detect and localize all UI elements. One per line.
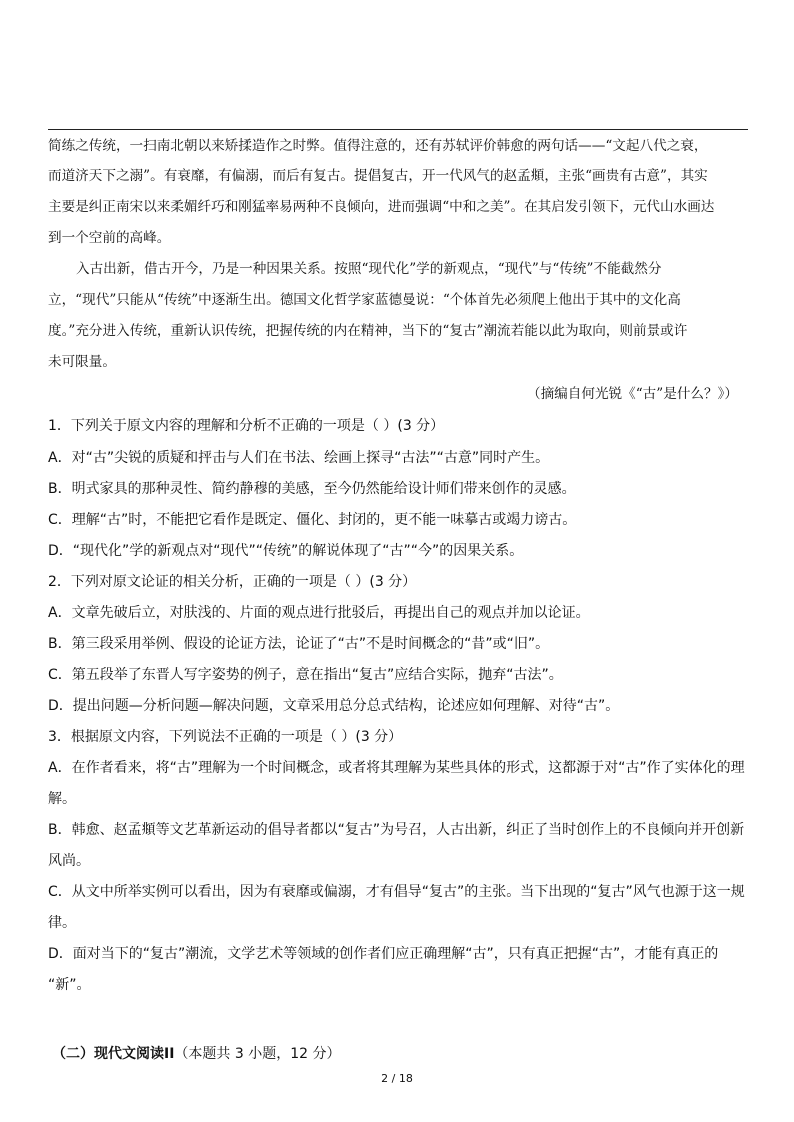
passage-line: 未可限量。 (48, 354, 116, 370)
option-line: D．“现代化”学的新观点对“现代”“传统”的解说体现了“古”“今”的因果关系。 (48, 543, 524, 559)
option-line: C．理解“古”时，不能把它看作是既定、僵化、封闭的，更不能一味摹古或竭力谤古。 (48, 512, 577, 528)
passage-line: 入古出新，借古开今，乃是一种因果关系。按照“现代化”学的新观点，“现代”与“传统”不能截然分 (76, 261, 662, 277)
passage-line: 到一个空前的高峰。 (48, 230, 171, 246)
option-line: D．面对当下的“复古”潮流，文学艺术等领域的创作者们应正确理解“古”，只有真正把握“古”，才能有真正的 (48, 946, 719, 962)
option-line: A．对“古”尖锐的质疑和抨击与人们在书法、绘画上探寻“古法”“古意”同时产生。 (48, 450, 550, 466)
question-stem: 2．下列对原文论证的相关分析，正确的一项是（ ）(3 分） (48, 574, 417, 590)
option-line: B．明式家具的那种灵性、简约静穆的美感，至今仍然能给设计师们带来创作的灵感。 (48, 481, 576, 497)
option-line: C．从文中所举实例可以看出，因为有衰靡或偏溺，才有倡导“复古”的主张。当下出现的“复古”风气也源于这一规 (48, 884, 745, 900)
option-line: 律。 (48, 915, 76, 931)
passage-line: 立，“现代”只能从“传统”中逐渐生出。德国文化哲学家蓝德曼说：“个体首先必须爬上他出于其中的文化高 (48, 292, 681, 308)
passage-line: 而道济天下之溺”。有衰靡，有偏溺，而后有复古。提倡复古，开一代风气的赵孟頫，主张“画贵有古意”，其实 (48, 168, 708, 184)
section-heading (52, 1044, 341, 1064)
option-line: “新”。 (48, 977, 91, 993)
option-line: A．在作者看来，将“古”理解为一个时间概念，或者将其理解为某些具体的形式，这都源于对“古”作了实体化的理 (48, 760, 745, 776)
option-line: B．第三段采用举例、假设的论证方法，论证了“古”不是时间概念的“昔”或“旧”。 (48, 636, 550, 652)
section-title: （二）现代文阅读II (52, 1046, 175, 1062)
option-line: A．文章先破后立，对肤浅的、片面的观点进行批驳后，再提出自己的观点并加以论证。 (48, 605, 590, 621)
page-number: 2 / 18 (381, 1072, 413, 1085)
section-note: （本题共 3 小题，12 分） (174, 1046, 341, 1062)
option-line: C．第五段举了东晋人写字姿势的例子，意在指出“复古”应结合实际，抛弃“古法”。 (48, 667, 563, 683)
source-citation: （摘编自何光锐《“古”是什么？》） (526, 386, 738, 402)
option-line: 风尚。 (48, 853, 90, 869)
question-stem: 3．根据原文内容，下列说法不正确的一项是（ ）(3 分） (48, 729, 403, 745)
option-line: B．韩愈、赵孟頫等文艺革新运动的倡导者都以“复古”为号召，人古出新，纠正了当时创作上的不良倾向并开创新 (48, 822, 745, 838)
passage-line: 简练之传统，一扫南北朝以来矫揉造作之时弊。值得注意的，还有苏轼评价韩愈的两句话——“文起八代之衰， (48, 138, 708, 154)
header-rule (48, 129, 748, 130)
passage-line: 主要是纠正南宋以来柔媚纤巧和刚猛率易两种不良倾向，进而强调“中和之美”。在其启发引领下，元代山水画达 (48, 199, 715, 215)
passage-line: 度。”充分进入传统，重新认识传统，把握传统的内在精神，当下的“复古”潮流若能以此为取向，则前景或许 (48, 323, 688, 339)
option-line: D．提出问题—分析问题—解决问题，文章采用总分总式结构，论述应如何理解、对待“古”。 (48, 698, 620, 714)
question-stem: 1．下列关于原文内容的理解和分析不正确的一项是（ ）(3 分） (48, 418, 445, 434)
option-line: 解。 (48, 791, 76, 807)
